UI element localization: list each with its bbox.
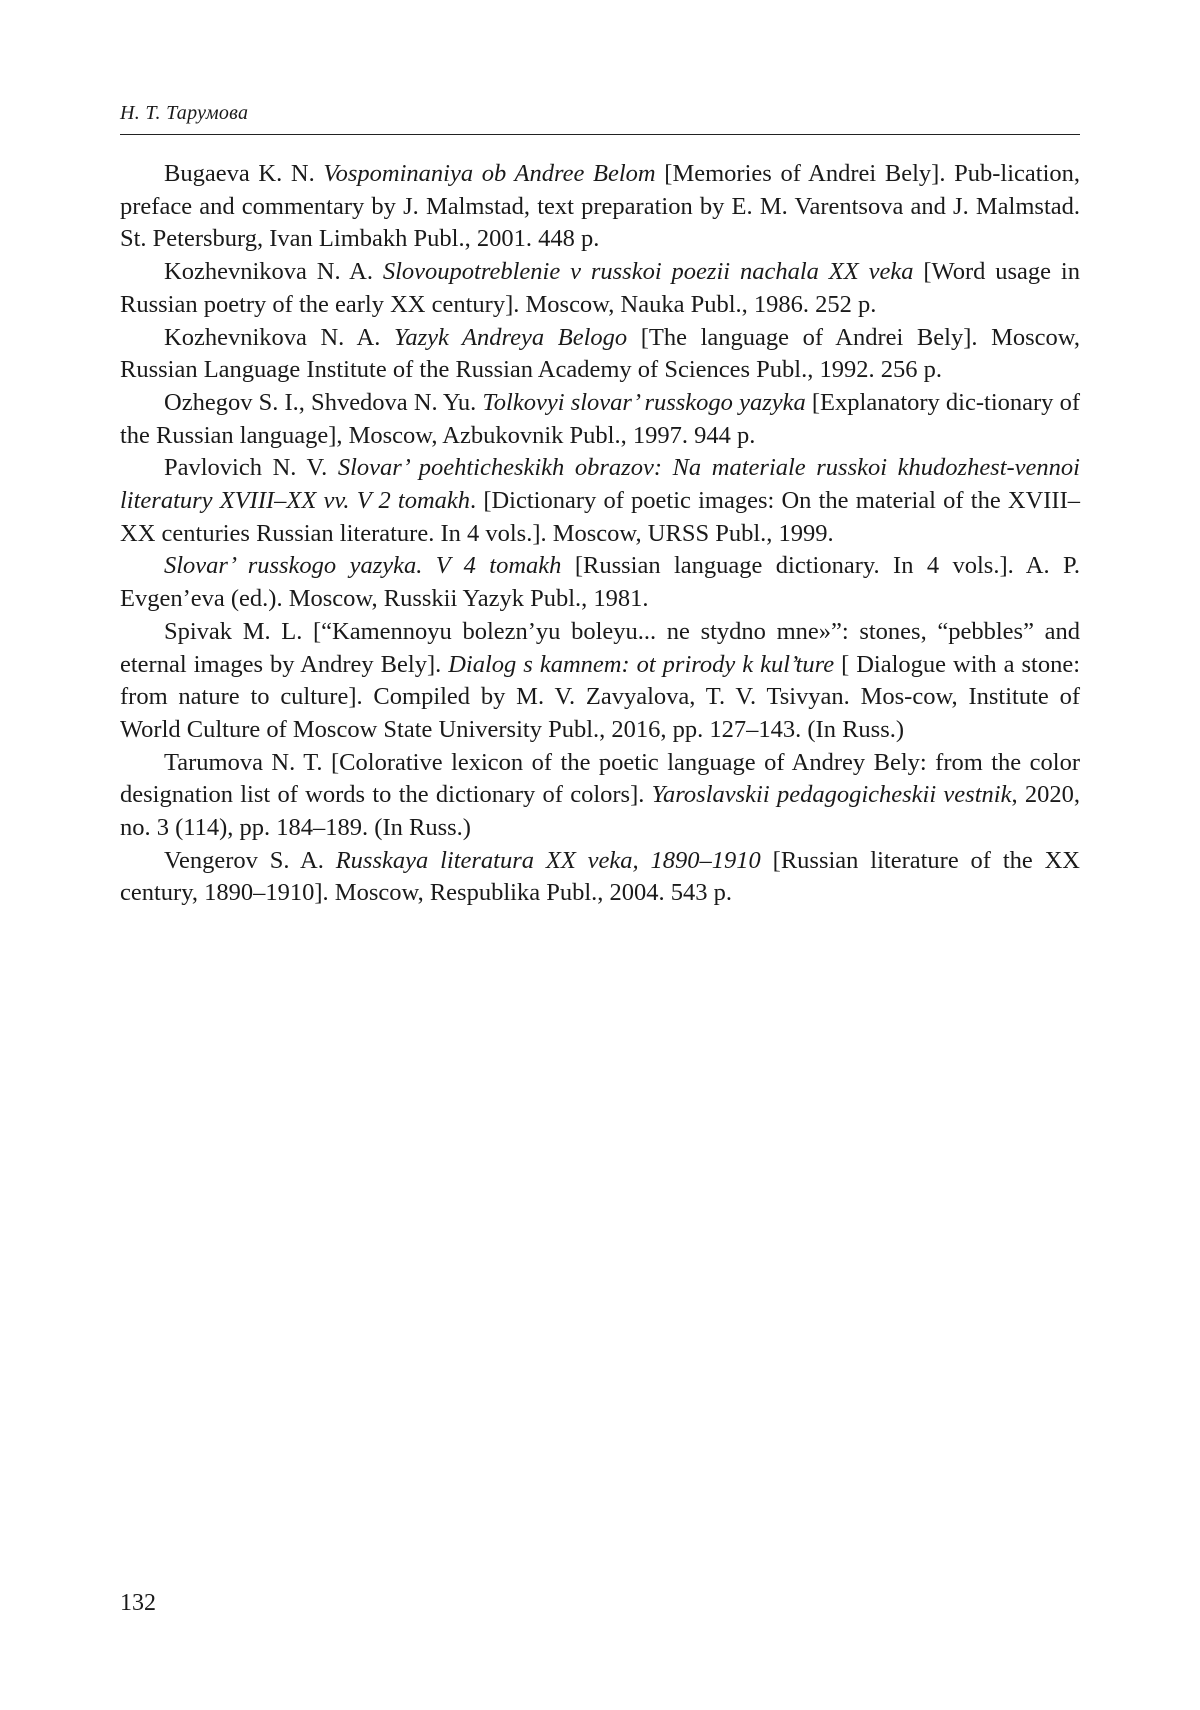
reference-title: Dialog s kamnem: ot prirody k kul’ture (448, 650, 835, 678)
reference-title: Slovar’ poehticheskikh obrazov: Na materiale russkoi khudozhest-vennoi literatury XVIII–XX vv. V 2 tomakh (120, 454, 1080, 515)
reference-title: Slovar’ russkogo yazyka. V 4 tomakh (164, 552, 562, 580)
reference-details: [The language of Andrei Bely]. Moscow, Russian Language Institute of the Russian Academy of Sciences Publ., 1992. 256 p. (120, 323, 1080, 384)
reference-entry (120, 322, 1080, 387)
reference-title: Yaroslavskii pedagogicheskii vestnik (651, 781, 1012, 809)
reference-title: Tolkovyi slovar’ russkogo yazyka (482, 388, 806, 416)
reference-details: [ Dialogue with a stone: from nature to culture]. Compiled by M. V. Zavyalova, T. V. Tsivyan. Mos-cow, Institute of World Culture of Moscow State University Publ., 2016, pp. 127–143. (In Russ.) (120, 650, 1080, 743)
reference-details: , 2020, no. 3 (114), pp. 184–189. (In Russ.) (120, 781, 1081, 842)
reference-details: . [Dictionary of poetic images: On the material of the XVIII–XX centuries Russian literature. In 4 vols.]. Moscow, URSS Publ., 1999. (120, 487, 1080, 547)
reference-entry (120, 452, 1080, 550)
reference-list (120, 158, 1080, 910)
reference-entry (120, 550, 1080, 615)
reference-entry (120, 616, 1080, 747)
reference-authors: Tarumova N. T. [Colorative lexicon of the poetic language of Andrey Bely: from the color designation list of words to the dictionary of colors]. (120, 748, 1080, 809)
reference-title: Slovoupotreblenie v russkoi poezii nachala XX veka (382, 258, 914, 286)
reference-authors: Ozhegov S. I., Shvedova N. Yu. (164, 388, 483, 416)
reference-details: [Explanatory dic-tionary of the Russian language], Moscow, Azbukovnik Publ., 1997. 944 p. (120, 388, 1080, 449)
reference-authors: Kozhevnikova N. A. (164, 258, 383, 286)
reference-entry (120, 845, 1080, 910)
reference-entry (120, 158, 1080, 256)
reference-details: [Memories of Andrei Bely]. Pub-lication, preface and commentary by J. Malmstad, text preparation by E. M. Varentsova and J. Malmstad. St. Petersburg, Ivan Limbakh Publ., 2001. 448 p. (120, 160, 1081, 253)
reference-entry (120, 387, 1080, 452)
reference-title: Yazyk Andreya Belogo (393, 323, 628, 351)
reference-details: [Russian language dictionary. In 4 vols.]. A. P. Evgen’eva (ed.). Moscow, Russkii Yazyk Publ., 1981. (120, 552, 1081, 613)
reference-authors: Bugaeva K. N. (164, 160, 324, 187)
reference-authors: Vengerov S. A. (164, 846, 336, 874)
header-rule (120, 134, 1080, 135)
reference-details: [Word usage in Russian poetry of the early XX century]. Moscow, Nauka Publ., 1986. 252 p. (120, 258, 1080, 318)
reference-details: [Russian literature of the XX century, 1890–1910]. Moscow, Respublika Publ., 2004. 543 p. (120, 846, 1081, 907)
reference-entry (120, 256, 1080, 321)
running-header: Н. Т. Тарумова (120, 102, 249, 124)
page-number: 132 (120, 1590, 156, 1616)
reference-authors: Spivak M. L. [“Kamennoyu bolezn’yu boleyu... ne stydno mne»”: stones, “pebbles” and eternal images by Andrey Bely]. (120, 617, 1080, 678)
reference-title: Russkaya literatura XX veka, 1890–1910 (335, 846, 761, 874)
reference-entry (120, 747, 1080, 845)
reference-authors: Pavlovich N. V. (164, 454, 338, 482)
reference-authors: Kozhevnikova N. A. (164, 323, 394, 351)
reference-title: Vospominaniya ob Andree Belom (323, 160, 656, 187)
